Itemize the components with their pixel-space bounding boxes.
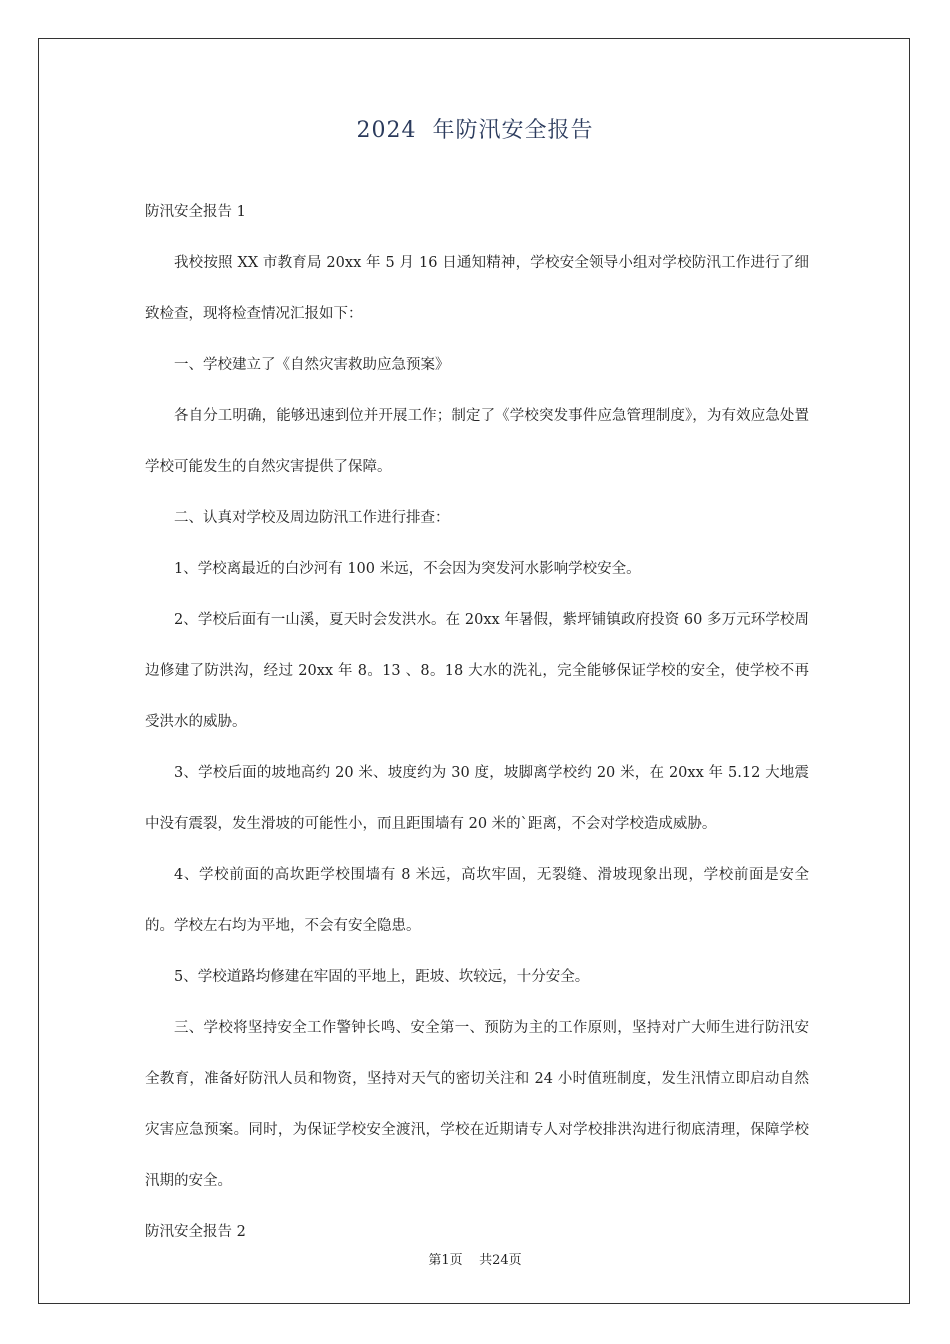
paragraph-item-5: 5、学校道路均修建在牢固的平地上，距坡、坎较远，十分安全。 <box>174 969 590 985</box>
paragraph-point-2: 二、认真对学校及周边防汛工作进行排查： <box>174 510 450 526</box>
paragraph-item-3: 3、学校后面的坡地高约 20 米、坡度约为 30 度，坡脚离学校约 20 米，在 20xx 年 5.12 大地震中没有震裂，发生滑坡的可能性小，而且距围墙有 20 米的`距离，不会对学校造成威胁。 <box>145 765 809 832</box>
paragraph-item-4: 4、学校前面的高坎距学校围墙有 8 米远，高坎牢固，无裂缝、滑坡现象出现，学校前面是安全的。学校左右均为平地，不会有安全隐患。 <box>145 867 809 934</box>
paragraph-intro: 我校按照 XX 市教育局 20xx 年 5 月 16 日通知精神，学校安全领导小组对学校防汛工作进行了细致检查，现将检查情况汇报如下： <box>145 255 809 322</box>
paragraph-item-1: 1、学校离最近的白沙河有 100 米远，不会因为突发河水影响学校安全。 <box>174 561 641 577</box>
paragraph-point-3: 三、学校将坚持安全工作警钟长鸣、安全第一、预防为主的工作原则，坚持对广大师生进行防汛安全教育，准备好防汛人员和物资，坚持对天气的密切关注和 24 小时值班制度，发生汛情立即启动自然灾害应急预案。同时，为保证学校安全渡汛，学校在近期请专人对学校排洪沟进行彻底清理，保障学校汛期的安全。 <box>145 1020 809 1189</box>
paragraph-item-2: 2、学校后面有一山溪，夏天时会发洪水。在 20xx 年暑假，紫坪铺镇政府投资 60 多万元环学校周边修建了防洪沟，经过 20xx 年 8。13 、8。18 大水的洗礼，完全能够保证学校的安全，使学校不再受洪水的威胁。 <box>145 612 809 730</box>
section-heading-2: 防汛安全报告 2 <box>145 1224 246 1240</box>
document-title: 2024 年防汛安全报告 <box>356 118 594 143</box>
paragraph-point-1-detail: 各自分工明确，能够迅速到位并开展工作；制定了《学校突发事件应急管理制度》，为有效应急处置学校可能发生的自然灾害提供了保障。 <box>145 408 809 475</box>
page-footer: 第1页 共24页 <box>428 1253 522 1268</box>
document-body <box>145 200 809 1271</box>
section-heading-1: 防汛安全报告 1 <box>145 204 246 220</box>
paragraph-point-1: 一、学校建立了《自然灾害救助应急预案》 <box>174 357 450 373</box>
